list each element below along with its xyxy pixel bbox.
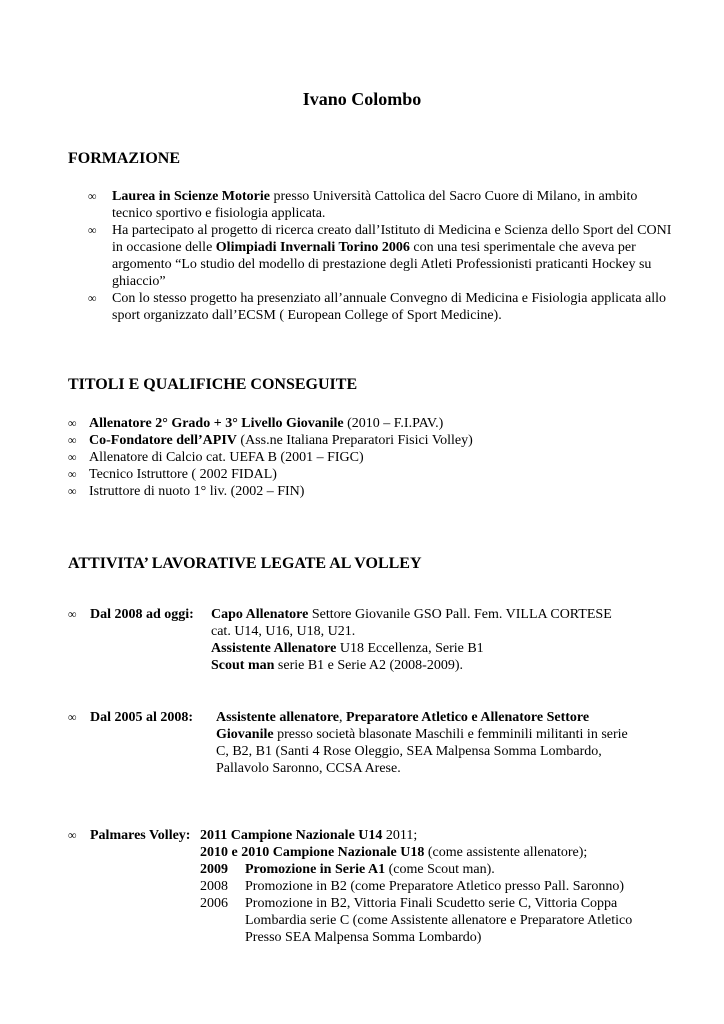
palmares-line: Lombardia serie C (come Assistente allenatore e Preparatore Atletico [245,913,633,928]
palmares-line: 2010 e 2010 Campione Nazionale U18 (come assistente allenatore); [200,845,588,860]
bullet-icon: ∞ [88,291,97,305]
list-item: ∞ Allenatore di Calcio cat. UEFA B (2001 – FIGC) [68,450,364,465]
bullet-icon: ∞ [68,467,77,481]
list-item: ∞ Laurea in Scienze Motorie presso Università Cattolica del Sacro Cuore di Milano, in ambito tecnico sportivo e fisiologia applicata. [88,189,638,221]
bullet-icon: ∞ [68,416,77,430]
period-2005: Dal 2005 al 2008: [90,710,194,725]
role-line: cat. U14, U16, U18, U21. [211,624,356,639]
list-item: ∞ Tecnico Istruttore ( 2002 FIDAL) [68,467,277,482]
bullet-icon: ∞ [68,450,77,464]
palmares-line: Promozione in B2 (come Preparatore Atletico presso Pall. Saronno) [245,879,625,894]
list-item: ∞ Co-Fondatore dell’APIV (Ass.ne Italiana Preparatori Fisici Volley) [68,433,473,448]
list-item: ∞ Istruttore di nuoto 1° liv. (2002 – FIN) [68,484,305,499]
palmares-year: 2006 [200,896,228,911]
palmares-line: Promozione in Serie A1 (come Scout man). [245,862,495,877]
formazione-list [68,188,672,324]
period-2008: Dal 2008 ad oggi: [90,607,194,622]
bullet-icon: ∞ [68,484,77,498]
role-line: Giovanile presso società blasonate Maschili e femminili militanti in serie [216,727,628,742]
palmares-year: 2008 [200,879,228,894]
titoli-list [68,415,473,500]
palmares-line: Presso SEA Malpensa Somma Lombardo) [245,930,482,945]
role-line: Pallavolo Saronno, CCSA Arese. [216,761,401,776]
list-item: ∞ Allenatore 2° Grado + 3° Livello Giovanile (2010 – F.I.PAV.) [68,416,444,431]
bullet-icon: ∞ [88,223,97,237]
bullet-icon: ∞ [68,433,77,447]
section-heading-attivita: ATTIVITA’ LAVORATIVE LEGATE AL VOLLEY [68,555,422,572]
page-title: Ivano Colombo [302,89,422,109]
palmares-line: Promozione in B2, Vittoria Finali Scudetto serie C, Vittoria Coppa [245,896,618,911]
bullet-icon: ∞ [68,828,77,842]
section-heading-formazione: FORMAZIONE [68,150,180,167]
list-item: ∞ Con lo stesso progetto ha presenziato all’annuale Convegno di Medicina e Fisiologia applicata allo sport organizzato dall’ECSM ( European College of Sport Medicine). [88,291,667,323]
palmares-label: Palmares Volley: [90,828,191,843]
list-item: ∞ Ha partecipato al progetto di ricerca creato dall’Istituto di Medicina e Scienza dello Sport del CONI in occasione delle Olimpiadi Invernali Torino 2006 con una tesi sperimentale che aveva per argomento “Lo studio del modello di prestazione degli Atleti Professionisti praticanti Hockey su ghiaccio” [88,223,672,289]
bullet-icon: ∞ [68,710,77,724]
role-line: Assistente allenatore, Preparatore Atletico e Allenatore Settore [216,710,590,725]
role-line: Capo Allenatore Settore Giovanile GSO Pall. Fem. VILLA CORTESE [211,607,612,622]
section-heading-titoli: TITOLI E QUALIFICHE CONSEGUITE [68,376,358,393]
palmares-line: 2009 [200,862,228,877]
role-line: Assistente Allenatore U18 Eccellenza, Serie B1 [211,641,484,656]
bullet-icon: ∞ [68,607,77,621]
role-line: Scout man serie B1 e Serie A2 (2008-2009). [211,658,463,673]
palmares-line: 2011 Campione Nazionale U14 2011; [200,828,418,843]
role-line: C, B2, B1 (Santi 4 Rose Oleggio, SEA Malpensa Somma Lombardo, [216,744,602,759]
bullet-icon: ∞ [88,189,97,203]
